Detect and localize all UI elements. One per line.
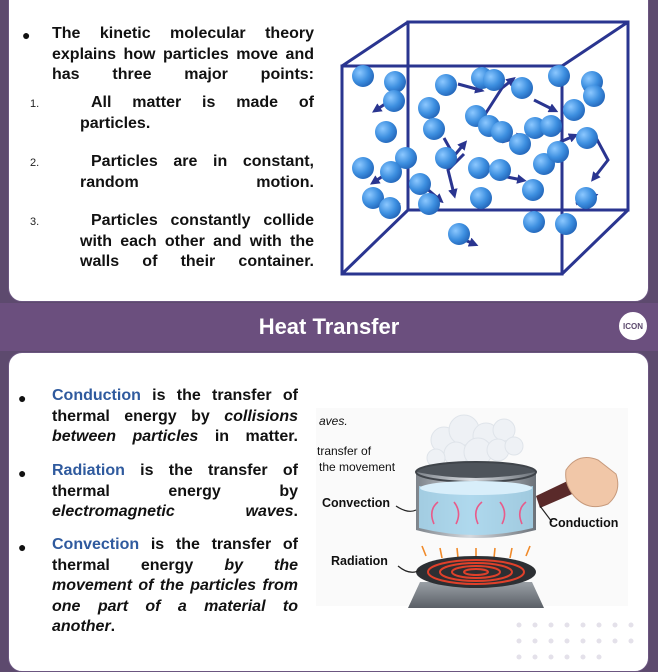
conduction-term: Conduction (52, 387, 141, 404)
convection-text: Convection is the transfer of thermal energy by the movement of the particles from one part of a material to another. (52, 536, 299, 635)
convection-label: Convection (322, 496, 391, 510)
point-number: 1. (30, 98, 40, 110)
bullet-dot: ● (22, 27, 31, 43)
bullet-dot: ● (18, 390, 27, 406)
point-text: All matter is made of particles. (80, 94, 314, 132)
point-text: Particles are in constant, random motion. (80, 153, 314, 191)
kinetic-intro: The kinetic molecular theory explains how particles move and has three major points: (52, 25, 314, 83)
particles (352, 65, 605, 245)
icon-logo: ICON (617, 310, 649, 342)
conduction-text: Conduction is the transfer of thermal energy by collisions between particles in matter. (52, 387, 298, 445)
faded-text-fragment: aves. (319, 414, 348, 428)
conduction-label: Conduction (549, 516, 619, 530)
radiation-text: Radiation is the transfer of thermal energy by electromagnetic waves. (52, 462, 298, 520)
radiation-label: Radiation (331, 554, 388, 568)
heat-transfer-banner (0, 303, 658, 351)
faded-text-fragment: the movement (319, 460, 396, 474)
radiation-term: Radiation (52, 462, 125, 479)
section-title: Heat Transfer (258, 314, 400, 339)
decorative-dots-pattern (509, 613, 649, 672)
steam (427, 415, 523, 467)
point-number: 3. (30, 216, 40, 228)
convection-term: Convection (52, 536, 140, 553)
point-number: 2. (30, 157, 40, 169)
particle-box-illustration (336, 18, 636, 280)
faded-text-fragment: transfer of (317, 444, 372, 458)
bullet-dot: ● (18, 465, 27, 481)
point-text: Particles constantly collide with each other and with the walls of their container. (80, 212, 314, 270)
bullet-dot: ● (18, 539, 27, 555)
